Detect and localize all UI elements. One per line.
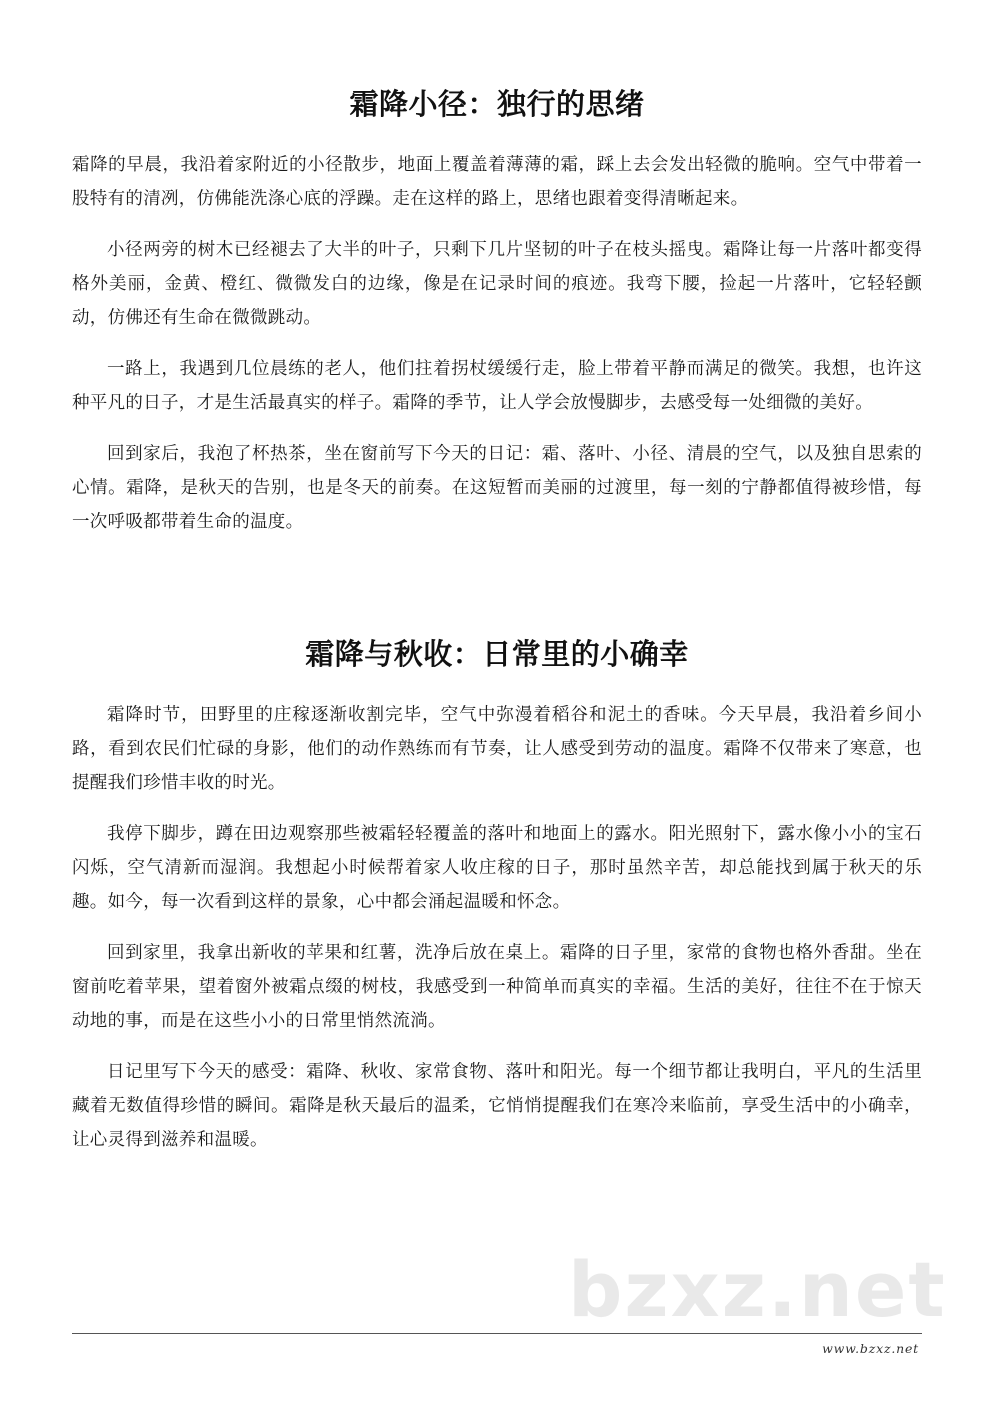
paragraph: 我停下脚步，蹲在田边观察那些被霜轻轻覆盖的落叶和地面上的露水。阳光照射下，露水像小小的宝石闪烁，空气清新而湿润。我想起小时候帮着家人收庄稼的日子，那时虽然辛苦，却总能找到属于秋天的乐趣。如今，每一次看到这样的景象，心中都会涌起温暖和怀念。 — [72, 824, 922, 912]
footer-url: www.bzxz.net — [822, 1341, 919, 1356]
paragraph: 小径两旁的树木已经褪去了大半的叶子，只剩下几片坚韧的叶子在枝头摇曳。霜降让每一片落叶都变得格外美丽，金黄、橙红、微微发白的边缘，像是在记录时间的痕迹。我弯下腰，捡起一片落叶，它轻轻颤动，仿佛还有生命在微微跳动。 — [72, 240, 922, 328]
watermark-logo-visible: bzxz.net — [568, 1245, 947, 1334]
article-title-2: 霜降与秋收：日常里的小确幸 — [305, 637, 689, 671]
paragraph: 回到家里，我拿出新收的苹果和红薯，洗净后放在桌上。霜降的日子里，家常的食物也格外香甜。坐在窗前吃着苹果，望着窗外被霜点缀的树枝，我感受到一种简单而真实的幸福。生活的美好，往往不在于惊天动地的事，而是在这些小小的日常里悄然流淌。 — [72, 943, 922, 1031]
paragraph: 一路上，我遇到几位晨练的老人，他们拄着拐杖缓缓行走，脸上带着平静而满足的微笑。我想，也许这种平凡的日子，才是生活最真实的样子。霜降的季节，让人学会放慢脚步，去感受每一处细微的美好。 — [72, 359, 922, 413]
article-section-1 — [72, 84, 922, 556]
paragraph: 霜降的早晨，我沿着家附近的小径散步，地面上覆盖着薄薄的霜，踩上去会发出轻微的脆响。空气中带着一股特有的清冽，仿佛能洗涤心底的浮躁。走在这样的路上，思绪也跟着变得清晰起来。 — [72, 155, 922, 209]
paragraph: 霜降时节，田野里的庄稼逐渐收割完毕，空气中弥漫着稻谷和泥土的香味。今天早晨，我沿着乡间小路，看到农民们忙碌的身影，他们的动作熟练而有节奏，让人感受到劳动的温度。霜降不仅带来了寒意，也提醒我们珍惜丰收的时光。 — [72, 705, 922, 793]
footer-divider — [72, 1333, 922, 1334]
paragraph: 回到家后，我泡了杯热茶，坐在窗前写下今天的日记：霜、落叶、小径、清晨的空气，以及独自思索的心情。霜降，是秋天的告别，也是冬天的前奏。在这短暂而美丽的过渡里，每一刻的宁静都值得被珍惜，每一次呼吸都带着生命的温度。 — [72, 444, 922, 532]
article-title-1: 霜降小径：独行的思绪 — [349, 87, 645, 121]
paragraph: 日记里写下今天的感受：霜降、秋收、家常食物、落叶和阳光。每一个细节都让我明白，平凡的生活里藏着无数值得珍惜的瞬间。霜降是秋天最后的温柔，它悄悄提醒我们在寒冷来临前，享受生活中的小确幸，让心灵得到滋养和温暖。 — [72, 1062, 922, 1150]
article-section-2 — [72, 634, 922, 1174]
